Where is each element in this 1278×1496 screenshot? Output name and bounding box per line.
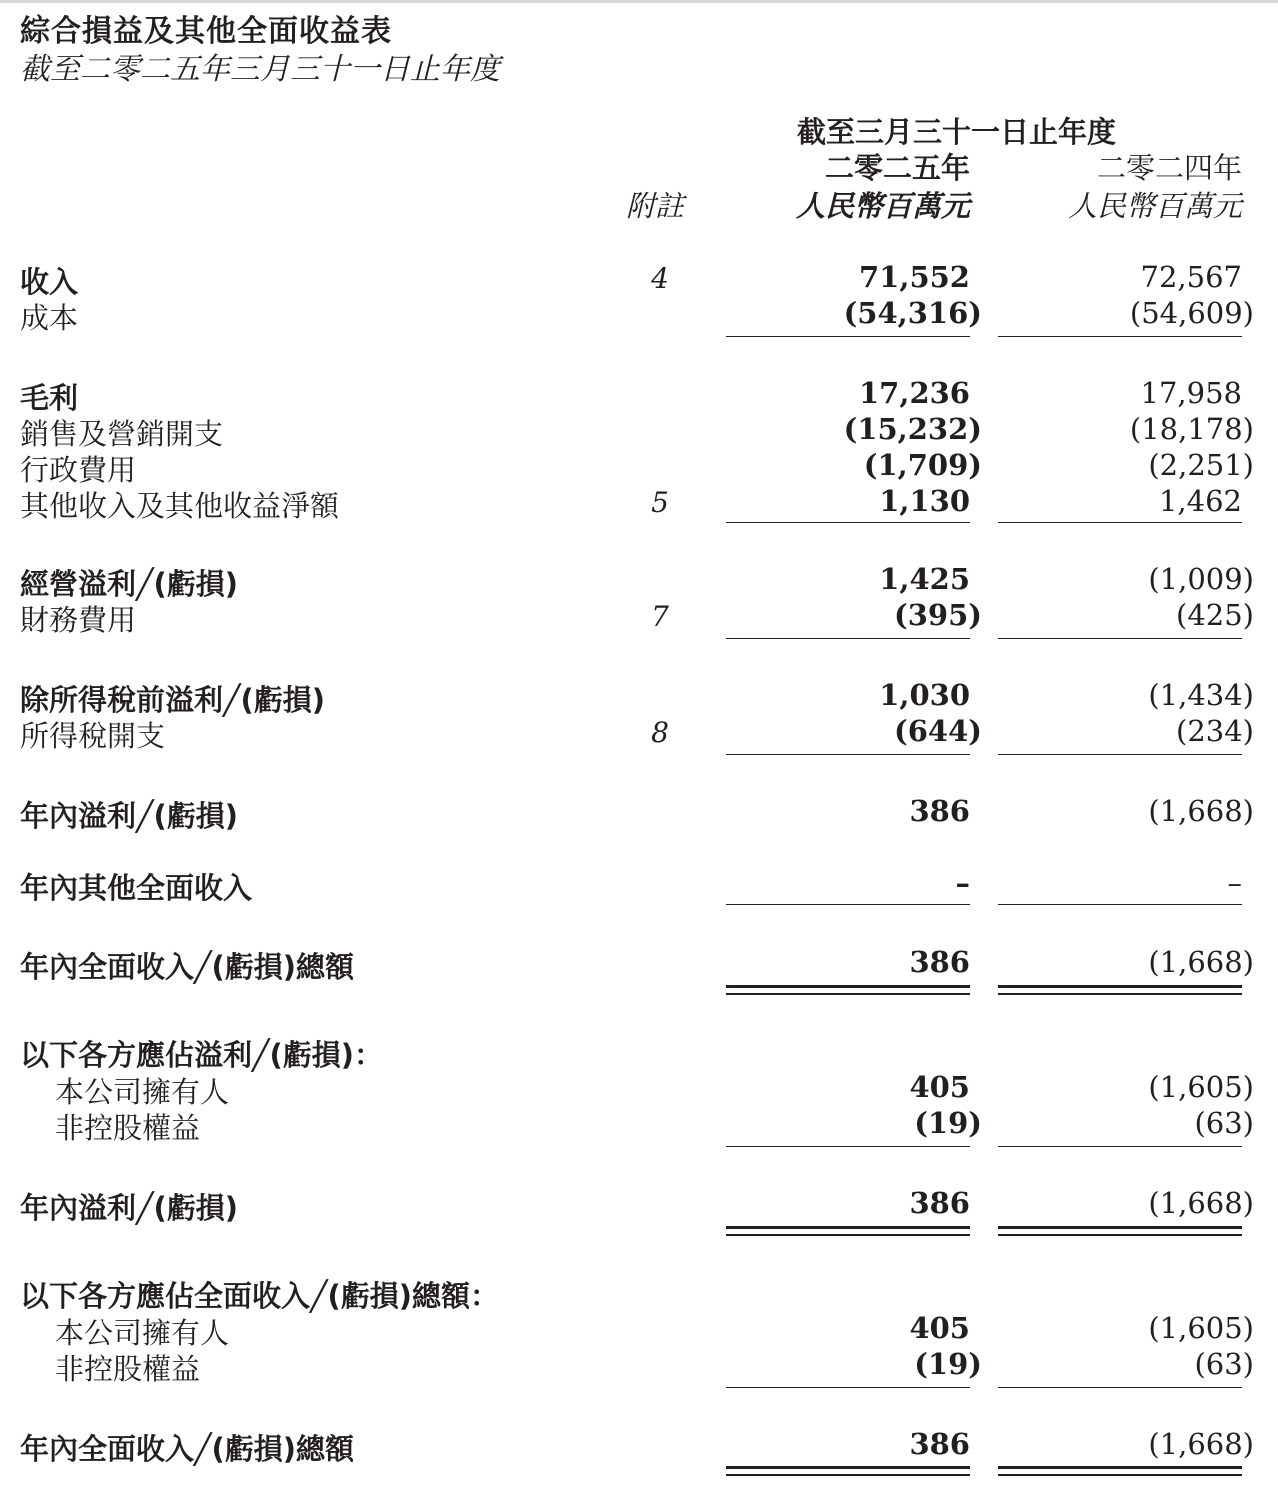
subtotal-rule (998, 638, 1242, 639)
row-value-2024-nci-profit: (63) (1194, 1106, 1254, 1140)
total-double-rule (726, 985, 970, 995)
row-value-2024-operating: (1,009) (1148, 562, 1254, 596)
row-label-revenue: 收入 (20, 265, 79, 299)
subtotal-rule (998, 1146, 1242, 1147)
row-value-2025-owners-profit: 405 (909, 1070, 970, 1104)
row-value-2024-selling: (18,178) (1129, 412, 1254, 446)
statement-subtitle: 截至二零二五年三月三十一日止年度 (20, 52, 500, 87)
row-value-2025-admin: (1,709) (863, 448, 982, 482)
row-value-2024-other-income: 1,462 (1158, 484, 1242, 518)
total-double-rule (726, 1466, 970, 1476)
row-value-2024-total-ci: (1,668) (1148, 945, 1254, 979)
top-border (0, 0, 1278, 3)
row-label-operating: 經營溢利╱(虧損) (20, 567, 238, 601)
row-label-total-ci-2: 年內全面收入╱(虧損)總額 (20, 1432, 354, 1466)
row-label-gross-profit: 毛利 (20, 381, 79, 415)
subtotal-rule (998, 522, 1242, 523)
subtotal-rule (998, 1387, 1242, 1388)
statement-title: 綜合損益及其他全面收益表 (20, 14, 392, 49)
row-label-admin: 行政費用 (20, 453, 137, 487)
row-value-2024-profit-year: (1,668) (1148, 794, 1254, 828)
row-value-2025-total-ci: 386 (909, 945, 970, 979)
row-value-2025-pretax: 1,030 (879, 678, 970, 712)
row-value-2024-profit-year-2: (1,668) (1148, 1186, 1254, 1220)
row-value-2024-revenue: 72,567 (1140, 260, 1242, 294)
subtotal-rule (726, 1146, 970, 1147)
row-note-other-income: 5 (651, 486, 669, 519)
row-label-total-ci: 年內全面收入╱(虧損)總額 (20, 950, 354, 984)
year-2024-header: 二零二四年 (1096, 151, 1242, 185)
subtotal-rule (998, 336, 1242, 337)
subtotal-rule (726, 904, 970, 905)
row-value-2024-finance: (425) (1176, 598, 1254, 632)
subtotal-rule (726, 522, 970, 523)
row-value-2025-profit-year: 386 (909, 794, 970, 828)
row-value-2024-tax: (234) (1176, 714, 1254, 748)
total-double-rule (726, 1226, 970, 1236)
row-label-owners-profit: 本公司擁有人 (55, 1075, 230, 1109)
section-heading-attrib-ci: 以下各方應佔全面收入╱(虧損)總額： (20, 1279, 499, 1313)
row-value-2024-owners-ci: (1,605) (1148, 1311, 1254, 1345)
row-value-2024-admin: (2,251) (1148, 448, 1254, 482)
total-double-rule (998, 1226, 1242, 1236)
subtotal-rule (998, 754, 1242, 755)
row-value-2025-operating: 1,425 (879, 562, 970, 596)
row-value-2024-nci-ci: (63) (1194, 1347, 1254, 1381)
note-header: 附註 (626, 189, 685, 223)
row-value-2025-nci-ci: (19) (914, 1347, 982, 1381)
subtotal-rule (726, 1387, 970, 1388)
row-label-owners-ci: 本公司擁有人 (55, 1316, 230, 1350)
row-label-cost: 成本 (20, 301, 79, 335)
row-value-2025-cost: (54,316) (843, 296, 982, 330)
subtotal-rule (726, 638, 970, 639)
row-value-2025-nci-profit: (19) (914, 1106, 982, 1140)
row-label-oci: 年內其他全面收入 (20, 871, 253, 905)
row-label-profit-year-2: 年內溢利╱(虧損) (20, 1191, 238, 1225)
row-value-2025-revenue: 71,552 (859, 260, 970, 294)
row-value-2024-cost: (54,609) (1129, 296, 1254, 330)
row-value-2025-gross-profit: 17,236 (859, 376, 970, 410)
row-value-2025-profit-year-2: 386 (909, 1186, 970, 1220)
row-note-revenue: 4 (651, 262, 669, 295)
row-label-tax: 所得稅開支 (20, 719, 166, 753)
subtotal-rule (726, 336, 970, 337)
year-2025-header: 二零二五年 (824, 151, 970, 185)
row-value-2024-pretax: (1,434) (1148, 678, 1254, 712)
row-value-2024-owners-profit: (1,605) (1148, 1070, 1254, 1104)
row-label-selling: 銷售及營銷開支 (20, 417, 224, 451)
subtotal-rule (726, 754, 970, 755)
row-value-2025-total-ci-2: 386 (909, 1427, 970, 1461)
row-label-finance: 財務費用 (20, 603, 137, 637)
row-value-2025-selling: (15,232) (843, 412, 982, 446)
row-value-2025-finance: (395) (894, 598, 982, 632)
row-label-other-income: 其他收入及其他收益淨額 (20, 489, 340, 523)
unit-2024-header: 人民幣百萬元 (1067, 189, 1242, 223)
unit-2025-header: 人民幣百萬元 (795, 189, 970, 223)
row-label-nci-ci: 非控股權益 (55, 1352, 201, 1386)
row-note-tax: 8 (651, 716, 669, 749)
row-label-profit-year: 年內溢利╱(虧損) (20, 799, 238, 833)
row-label-pretax: 除所得稅前溢利╱(虧損) (20, 683, 325, 717)
row-value-2025-owners-ci: 405 (909, 1311, 970, 1345)
row-value-2025-oci: – (955, 866, 970, 900)
row-value-2025-tax: (644) (894, 714, 982, 748)
total-double-rule (998, 985, 1242, 995)
row-value-2024-gross-profit: 17,958 (1140, 376, 1242, 410)
period-header: 截至三月三十一日止年度 (797, 115, 1117, 149)
subtotal-rule (998, 904, 1242, 905)
row-value-2024-total-ci-2: (1,668) (1148, 1427, 1254, 1461)
row-value-2025-other-income: 1,130 (879, 484, 970, 518)
total-double-rule (998, 1466, 1242, 1476)
section-heading-attrib-profit: 以下各方應佔溢利╱(虧損)： (20, 1038, 383, 1072)
row-note-finance: 7 (651, 600, 669, 633)
row-label-nci-profit: 非控股權益 (55, 1111, 201, 1145)
row-value-2024-oci: – (1227, 866, 1242, 900)
